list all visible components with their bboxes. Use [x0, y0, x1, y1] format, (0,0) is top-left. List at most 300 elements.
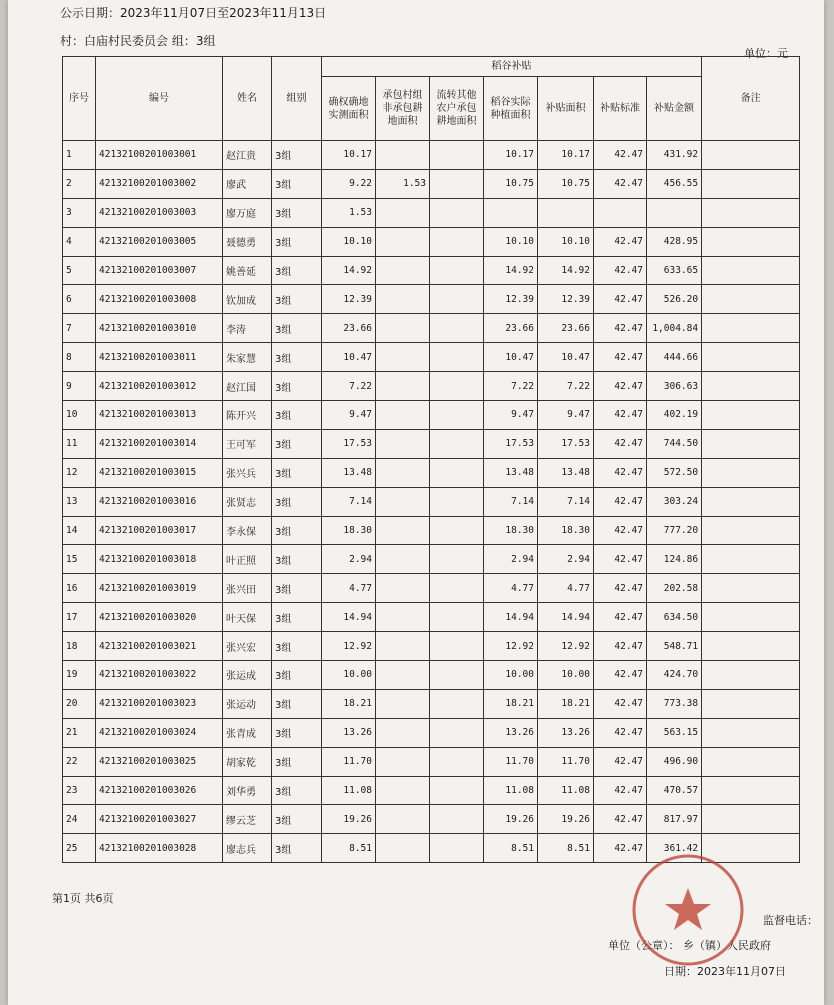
cell-area-transferred — [430, 141, 484, 170]
cell-remark — [702, 776, 800, 805]
cell-amount: 1,004.84 — [647, 314, 702, 343]
cell-amount: 456.55 — [647, 169, 702, 198]
cell-area-village — [376, 632, 430, 661]
cell-area-confirmed: 14.94 — [322, 603, 376, 632]
cell-seq: 1 — [63, 141, 96, 170]
cell-area-confirmed: 7.22 — [322, 372, 376, 401]
cell-name: 张贤志 — [223, 487, 272, 516]
table-row — [63, 141, 800, 170]
cell-area-transferred — [430, 169, 484, 198]
cell-name: 廖武 — [223, 169, 272, 198]
cell-name: 张青成 — [223, 718, 272, 747]
cell-area-actual: 14.94 — [484, 603, 538, 632]
cell-area-village — [376, 458, 430, 487]
cell-name: 李涛 — [223, 314, 272, 343]
cell-code: 42132100201003007 — [96, 256, 223, 285]
cell-amount: 424.70 — [647, 661, 702, 690]
cell-area-subsidy: 4.77 — [538, 574, 594, 603]
cell-area-actual: 8.51 — [484, 834, 538, 863]
header-area-transferred: 流转其他农户承包耕地面积 — [430, 77, 484, 141]
cell-remark — [702, 603, 800, 632]
cell-amount: 563.15 — [647, 718, 702, 747]
cell-group: 3组 — [272, 805, 322, 834]
table-row — [63, 401, 800, 430]
cell-code: 42132100201003002 — [96, 169, 223, 198]
table-row — [63, 256, 800, 285]
cell-area-village — [376, 256, 430, 285]
cell-seq: 11 — [63, 429, 96, 458]
cell-seq: 5 — [63, 256, 96, 285]
cell-area-actual — [484, 198, 538, 227]
cell-amount — [647, 198, 702, 227]
cell-name: 刘华勇 — [223, 776, 272, 805]
cell-area-transferred — [430, 401, 484, 430]
cell-area-actual: 23.66 — [484, 314, 538, 343]
cell-area-subsidy: 10.47 — [538, 343, 594, 372]
cell-area-confirmed: 12.39 — [322, 285, 376, 314]
cell-seq: 4 — [63, 227, 96, 256]
cell-group: 3组 — [272, 458, 322, 487]
cell-area-transferred — [430, 689, 484, 718]
cell-area-actual: 10.47 — [484, 343, 538, 372]
header-area-confirmed: 确权确地实测面积 — [322, 77, 376, 141]
cell-code: 42132100201003027 — [96, 805, 223, 834]
cell-seq: 19 — [63, 661, 96, 690]
cell-area-transferred — [430, 256, 484, 285]
cell-area-subsidy: 10.75 — [538, 169, 594, 198]
cell-area-actual: 12.92 — [484, 632, 538, 661]
cell-group: 3组 — [272, 401, 322, 430]
cell-name: 缪云芝 — [223, 805, 272, 834]
cell-code: 42132100201003026 — [96, 776, 223, 805]
cell-remark — [702, 401, 800, 430]
cell-area-confirmed: 10.17 — [322, 141, 376, 170]
cell-area-transferred — [430, 516, 484, 545]
cell-name: 赵江贵 — [223, 141, 272, 170]
cell-area-village — [376, 141, 430, 170]
cell-amount: 777.20 — [647, 516, 702, 545]
header-area-village: 承包村组非承包耕地面积 — [376, 77, 430, 141]
cell-area-subsidy: 18.21 — [538, 689, 594, 718]
cell-code: 42132100201003023 — [96, 689, 223, 718]
cell-area-transferred — [430, 776, 484, 805]
cell-standard: 42.47 — [594, 401, 647, 430]
cell-area-transferred — [430, 603, 484, 632]
cell-area-transferred — [430, 834, 484, 863]
cell-area-confirmed: 9.22 — [322, 169, 376, 198]
cell-seq: 2 — [63, 169, 96, 198]
cell-area-transferred — [430, 372, 484, 401]
cell-code: 42132100201003012 — [96, 372, 223, 401]
cell-amount: 744.50 — [647, 429, 702, 458]
cell-name: 朱家慧 — [223, 343, 272, 372]
cell-remark — [702, 487, 800, 516]
cell-area-actual: 9.47 — [484, 401, 538, 430]
cell-amount: 634.50 — [647, 603, 702, 632]
cell-seq: 13 — [63, 487, 96, 516]
cell-group: 3组 — [272, 834, 322, 863]
page-indicator: 第1页 共6页 — [52, 892, 114, 905]
document-sheet — [8, 0, 824, 1005]
header-code: 编号 — [96, 57, 223, 141]
cell-remark — [702, 458, 800, 487]
cell-area-confirmed: 18.30 — [322, 516, 376, 545]
cell-group: 3组 — [272, 747, 322, 776]
header-group: 组别 — [272, 57, 322, 141]
official-seal-icon — [628, 850, 748, 970]
table-row — [63, 169, 800, 198]
cell-area-confirmed: 7.14 — [322, 487, 376, 516]
cell-area-transferred — [430, 661, 484, 690]
cell-amount: 633.65 — [647, 256, 702, 285]
cell-amount: 773.38 — [647, 689, 702, 718]
cell-code: 42132100201003022 — [96, 661, 223, 690]
cell-area-subsidy: 14.94 — [538, 603, 594, 632]
header-standard: 补贴标准 — [594, 77, 647, 141]
cell-standard: 42.47 — [594, 285, 647, 314]
cell-area-village — [376, 603, 430, 632]
cell-area-subsidy: 23.66 — [538, 314, 594, 343]
cell-area-subsidy: 10.10 — [538, 227, 594, 256]
cell-name: 廖万庭 — [223, 198, 272, 227]
cell-area-subsidy: 19.26 — [538, 805, 594, 834]
cell-area-village — [376, 776, 430, 805]
cell-area-actual: 11.08 — [484, 776, 538, 805]
cell-remark — [702, 574, 800, 603]
cell-remark — [702, 141, 800, 170]
cell-area-village: 1.53 — [376, 169, 430, 198]
cell-area-transferred — [430, 747, 484, 776]
cell-area-subsidy: 14.92 — [538, 256, 594, 285]
cell-area-subsidy: 13.26 — [538, 718, 594, 747]
cell-remark — [702, 545, 800, 574]
cell-amount: 548.71 — [647, 632, 702, 661]
cell-area-village — [376, 198, 430, 227]
cell-code: 42132100201003014 — [96, 429, 223, 458]
cell-area-confirmed: 23.66 — [322, 314, 376, 343]
table-row — [63, 458, 800, 487]
cell-area-transferred — [430, 632, 484, 661]
table-row — [63, 314, 800, 343]
cell-area-confirmed: 18.21 — [322, 689, 376, 718]
cell-seq: 21 — [63, 718, 96, 747]
cell-code: 42132100201003003 — [96, 198, 223, 227]
cell-code: 42132100201003013 — [96, 401, 223, 430]
cell-area-transferred — [430, 545, 484, 574]
cell-standard: 42.47 — [594, 256, 647, 285]
cell-code: 42132100201003017 — [96, 516, 223, 545]
header-amount: 补贴金额 — [647, 77, 702, 141]
cell-name: 钦加成 — [223, 285, 272, 314]
cell-area-subsidy: 18.30 — [538, 516, 594, 545]
cell-amount: 526.20 — [647, 285, 702, 314]
cell-code: 42132100201003025 — [96, 747, 223, 776]
cell-area-transferred — [430, 429, 484, 458]
table-row — [63, 343, 800, 372]
cell-area-village — [376, 574, 430, 603]
cell-area-subsidy: 7.22 — [538, 372, 594, 401]
unit-signature: 单位（公章）： 乡（镇）人民政府 — [608, 939, 771, 952]
cell-area-subsidy: 13.48 — [538, 458, 594, 487]
header-remark: 备注 — [702, 57, 800, 141]
cell-remark — [702, 227, 800, 256]
cell-remark — [702, 372, 800, 401]
cell-area-village — [376, 834, 430, 863]
cell-standard: 42.47 — [594, 718, 647, 747]
cell-standard: 42.47 — [594, 747, 647, 776]
cell-area-confirmed: 17.53 — [322, 429, 376, 458]
cell-seq: 18 — [63, 632, 96, 661]
cell-seq: 25 — [63, 834, 96, 863]
cell-group: 3组 — [272, 343, 322, 372]
subsidy-table — [62, 56, 800, 863]
cell-area-confirmed: 10.47 — [322, 343, 376, 372]
cell-area-transferred — [430, 574, 484, 603]
cell-area-village — [376, 487, 430, 516]
cell-seq: 23 — [63, 776, 96, 805]
cell-area-transferred — [430, 285, 484, 314]
cell-amount: 496.90 — [647, 747, 702, 776]
cell-standard: 42.47 — [594, 834, 647, 863]
cell-remark — [702, 718, 800, 747]
cell-group: 3组 — [272, 661, 322, 690]
cell-remark — [702, 256, 800, 285]
cell-area-village — [376, 372, 430, 401]
cell-area-actual: 13.26 — [484, 718, 538, 747]
cell-area-actual: 18.21 — [484, 689, 538, 718]
cell-group: 3组 — [272, 169, 322, 198]
cell-area-actual: 18.30 — [484, 516, 538, 545]
cell-standard: 42.47 — [594, 169, 647, 198]
notice-period: 公示日期：2023年11月07日至2023年11月13日 — [60, 6, 327, 20]
cell-area-confirmed: 2.94 — [322, 545, 376, 574]
cell-area-actual: 19.26 — [484, 805, 538, 834]
cell-area-actual: 2.94 — [484, 545, 538, 574]
cell-area-actual: 13.48 — [484, 458, 538, 487]
cell-remark — [702, 661, 800, 690]
cell-seq: 10 — [63, 401, 96, 430]
cell-area-confirmed: 13.26 — [322, 718, 376, 747]
cell-name: 廖志兵 — [223, 834, 272, 863]
cell-area-village — [376, 718, 430, 747]
cell-group: 3组 — [272, 141, 322, 170]
cell-area-confirmed: 1.53 — [322, 198, 376, 227]
cell-group: 3组 — [272, 429, 322, 458]
cell-area-subsidy: 7.14 — [538, 487, 594, 516]
cell-area-confirmed: 10.00 — [322, 661, 376, 690]
cell-seq: 3 — [63, 198, 96, 227]
cell-area-subsidy: 12.39 — [538, 285, 594, 314]
table-row — [63, 545, 800, 574]
cell-group: 3组 — [272, 718, 322, 747]
cell-seq: 12 — [63, 458, 96, 487]
cell-area-transferred — [430, 805, 484, 834]
cell-code: 42132100201003019 — [96, 574, 223, 603]
cell-standard: 42.47 — [594, 487, 647, 516]
cell-area-transferred — [430, 227, 484, 256]
cell-group: 3组 — [272, 256, 322, 285]
cell-code: 42132100201003010 — [96, 314, 223, 343]
cell-area-confirmed: 13.48 — [322, 458, 376, 487]
cell-group: 3组 — [272, 314, 322, 343]
cell-standard: 42.47 — [594, 545, 647, 574]
header-rice-subsidy: 稻谷补贴 — [322, 57, 702, 77]
cell-area-subsidy: 2.94 — [538, 545, 594, 574]
cell-remark — [702, 805, 800, 834]
cell-name: 聂德勇 — [223, 227, 272, 256]
cell-remark — [702, 314, 800, 343]
cell-group: 3组 — [272, 198, 322, 227]
cell-seq: 6 — [63, 285, 96, 314]
cell-standard: 42.47 — [594, 227, 647, 256]
cell-seq: 22 — [63, 747, 96, 776]
cell-area-village — [376, 661, 430, 690]
cell-name: 胡家乾 — [223, 747, 272, 776]
cell-area-actual: 7.22 — [484, 372, 538, 401]
cell-area-actual: 7.14 — [484, 487, 538, 516]
cell-area-actual: 10.10 — [484, 227, 538, 256]
cell-area-subsidy: 17.53 — [538, 429, 594, 458]
table-row — [63, 805, 800, 834]
cell-group: 3组 — [272, 372, 322, 401]
cell-seq: 15 — [63, 545, 96, 574]
cell-seq: 9 — [63, 372, 96, 401]
table-row — [63, 198, 800, 227]
cell-amount: 431.92 — [647, 141, 702, 170]
cell-group: 3组 — [272, 603, 322, 632]
cell-area-confirmed: 10.10 — [322, 227, 376, 256]
cell-standard: 42.47 — [594, 516, 647, 545]
cell-code: 42132100201003016 — [96, 487, 223, 516]
cell-standard: 42.47 — [594, 776, 647, 805]
cell-standard: 42.47 — [594, 372, 647, 401]
cell-group: 3组 — [272, 545, 322, 574]
cell-area-subsidy: 8.51 — [538, 834, 594, 863]
cell-group: 3组 — [272, 689, 322, 718]
cell-name: 张兴宏 — [223, 632, 272, 661]
cell-standard: 42.47 — [594, 343, 647, 372]
cell-code: 42132100201003008 — [96, 285, 223, 314]
cell-area-actual: 4.77 — [484, 574, 538, 603]
cell-remark — [702, 516, 800, 545]
cell-amount: 402.19 — [647, 401, 702, 430]
table-row — [63, 689, 800, 718]
header-name: 姓名 — [223, 57, 272, 141]
cell-name: 赵江国 — [223, 372, 272, 401]
currency-unit: 单位：元 — [744, 47, 788, 60]
cell-amount: 444.66 — [647, 343, 702, 372]
cell-area-village — [376, 401, 430, 430]
cell-standard: 42.47 — [594, 632, 647, 661]
cell-amount: 470.57 — [647, 776, 702, 805]
cell-standard: 42.47 — [594, 689, 647, 718]
table-row — [63, 285, 800, 314]
cell-area-village — [376, 343, 430, 372]
header-seq: 序号 — [63, 57, 96, 141]
cell-name: 李永保 — [223, 516, 272, 545]
cell-code: 42132100201003024 — [96, 718, 223, 747]
cell-group: 3组 — [272, 574, 322, 603]
cell-area-village — [376, 689, 430, 718]
cell-standard: 42.47 — [594, 603, 647, 632]
supervision-hotline: 监督电话： — [763, 914, 818, 927]
cell-area-village — [376, 314, 430, 343]
cell-code: 42132100201003005 — [96, 227, 223, 256]
cell-area-transferred — [430, 343, 484, 372]
cell-amount: 124.86 — [647, 545, 702, 574]
cell-standard: 42.47 — [594, 458, 647, 487]
cell-area-village — [376, 227, 430, 256]
cell-code: 42132100201003001 — [96, 141, 223, 170]
sign-date: 日期：2023年11月07日 — [664, 965, 786, 978]
cell-area-actual: 12.39 — [484, 285, 538, 314]
cell-remark — [702, 343, 800, 372]
village-info: 村：白庙村民委员会 组：3组 — [60, 34, 216, 48]
cell-area-confirmed: 19.26 — [322, 805, 376, 834]
cell-area-village — [376, 545, 430, 574]
table-row — [63, 776, 800, 805]
cell-code: 42132100201003028 — [96, 834, 223, 863]
cell-group: 3组 — [272, 776, 322, 805]
cell-area-actual: 17.53 — [484, 429, 538, 458]
cell-remark — [702, 169, 800, 198]
table-row — [63, 574, 800, 603]
cell-code: 42132100201003020 — [96, 603, 223, 632]
cell-area-subsidy: 12.92 — [538, 632, 594, 661]
cell-name: 叶天保 — [223, 603, 272, 632]
cell-name: 王可军 — [223, 429, 272, 458]
cell-area-confirmed: 8.51 — [322, 834, 376, 863]
table-row — [63, 516, 800, 545]
cell-standard: 42.47 — [594, 574, 647, 603]
cell-area-actual: 14.92 — [484, 256, 538, 285]
cell-area-transferred — [430, 718, 484, 747]
cell-name: 姚善延 — [223, 256, 272, 285]
cell-code: 42132100201003018 — [96, 545, 223, 574]
cell-area-confirmed: 11.08 — [322, 776, 376, 805]
cell-standard: 42.47 — [594, 429, 647, 458]
cell-area-transferred — [430, 314, 484, 343]
cell-area-actual: 10.17 — [484, 141, 538, 170]
table-row — [63, 603, 800, 632]
cell-group: 3组 — [272, 632, 322, 661]
cell-remark — [702, 285, 800, 314]
cell-area-confirmed: 4.77 — [322, 574, 376, 603]
cell-area-confirmed: 14.92 — [322, 256, 376, 285]
cell-code: 42132100201003015 — [96, 458, 223, 487]
cell-amount: 361.42 — [647, 834, 702, 863]
cell-area-confirmed: 12.92 — [322, 632, 376, 661]
cell-amount: 303.24 — [647, 487, 702, 516]
cell-area-transferred — [430, 487, 484, 516]
cell-standard: 42.47 — [594, 141, 647, 170]
cell-seq: 7 — [63, 314, 96, 343]
header-area-subsidy: 补贴面积 — [538, 77, 594, 141]
cell-standard: 42.47 — [594, 661, 647, 690]
cell-area-confirmed: 9.47 — [322, 401, 376, 430]
cell-amount: 572.50 — [647, 458, 702, 487]
cell-amount: 306.63 — [647, 372, 702, 401]
cell-standard — [594, 198, 647, 227]
cell-seq: 17 — [63, 603, 96, 632]
cell-area-subsidy: 11.08 — [538, 776, 594, 805]
cell-remark — [702, 632, 800, 661]
table-row — [63, 227, 800, 256]
cell-name: 张运动 — [223, 689, 272, 718]
cell-group: 3组 — [272, 516, 322, 545]
header-area-actual: 稻谷实际种植面积 — [484, 77, 538, 141]
table-row — [63, 718, 800, 747]
